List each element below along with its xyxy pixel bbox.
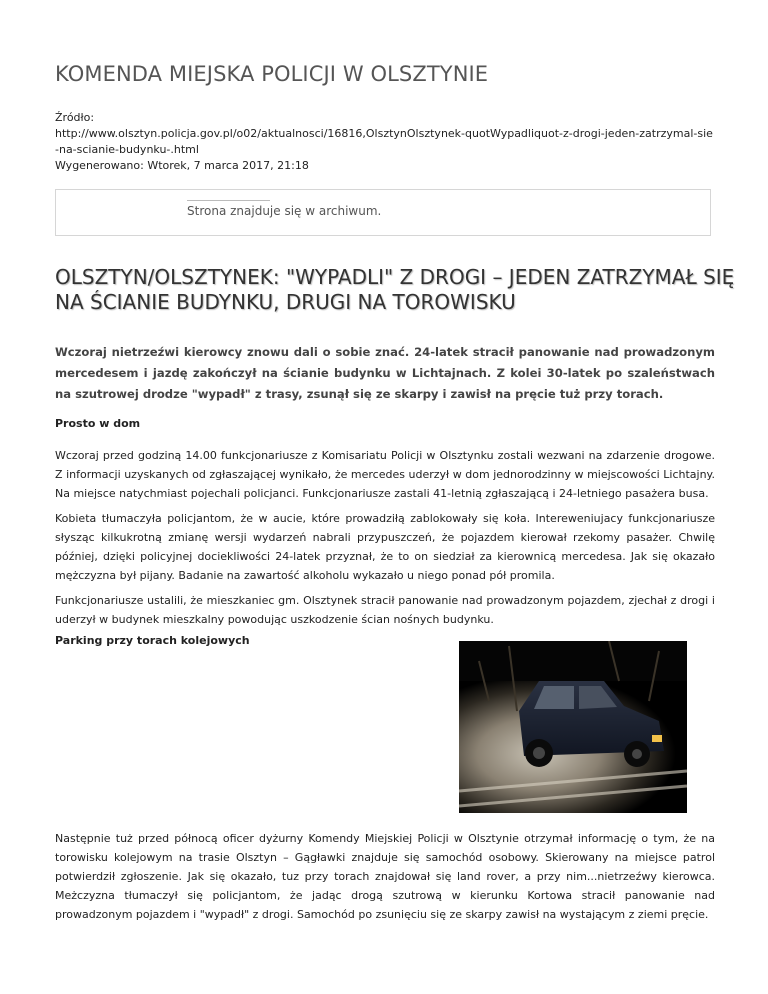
article-title: OLSZTYN/OLSZTYNEK: "WYPADLI" Z DROGI – JEDEN ZATRZYMAŁ SIĘ NA ŚCIANIE BUDYNKU, DRUGI NA TOROWISKU (55, 265, 735, 314)
article-paragraph: Wczoraj przed godziną 14.00 funkcjonariusze z Komisariatu Policji w Olsztynku zostali wezwani na zdarzenie drogowe. Z informacji uzyskanych od zgłaszającej wynikało, że mercedes uderzył w dom jednorodzinny w miejscowości Lichtajny. Na miejsce natychmiast pojechali policjanci. Funkcjonariusze zastali 41-letnią zgłaszającą i 24-letniego pasażera busa. (55, 449, 715, 500)
source-url[interactable]: http://www.olsztyn.policja.gov.pl/o02/aktualnosci/16816,OlsztynOlsztynek-quotWypadliquot-z-drogi-jeden-zatrzymal-sie-na-scianie-budynku-.html (55, 127, 713, 156)
archive-divider (187, 200, 270, 201)
source-label: Źródło: (55, 111, 95, 124)
section-heading-parking: Parking przy torach kolejowych (55, 634, 250, 647)
article-photo (459, 641, 687, 813)
page-metadata (55, 110, 715, 174)
generated-date: Wygenerowano: Wtorek, 7 marca 2017, 21:18 (55, 159, 309, 172)
archive-notice: Strona znajduje się w archiwum. (187, 204, 382, 218)
land-rover-photo-icon (459, 641, 687, 813)
site-title: KOMENDA MIEJSKA POLICJI W OLSZTYNIE (55, 62, 489, 86)
section-heading-prosto-w-dom: Prosto w dom (55, 417, 141, 430)
article-paragraph: Funkcjonariusze ustalili, że mieszkaniec gm. Olsztynek stracił panowanie nad prowadzonym pojazdem, zjechał z drogi i uderzył w budynek mieszkalny powodując uszkodzenie ścian nośnych budynku. (55, 594, 715, 626)
article-paragraph: Następnie tuż przed północą oficer dyżurny Komendy Miejskiej Policji w Olsztynie otrzymał informację o tym, że na torowisku kolejowym na trasie Olsztyn – Gągławki znajduje się samochód osobowy. Skierowany na miejsce patrol potwierdził zgłoszenie. Jak się okazało, tuz przy torach znajdował się land rover, a przy nim...nietrzeźwy kierowca. Meżczyzna tłumaczył się policjantom, że jadąc drogą szutrową w kierunku Kortowa stracił panowanie nad prowadzonym pojazdem i "wypadł" z drogi. Samochód po zsunięciu się ze skarpy zawisł na wystającym z ziemi pręcie. (55, 832, 715, 921)
article-lead: Wczoraj nietrzeźwi kierowcy znowu dali o sobie znać. 24-latek stracił panowanie nad prowadzonym mercedesem i jazdę zakończył na ścianie budynku w Lichtajnach. Z kolei 30-latek po szaleństwach na szutrowej drodze "wypadł" z trasy, zsunął się ze skarpy i zawisł na pręcie tuż przy torach. (55, 345, 715, 401)
archive-notice-box (55, 189, 711, 236)
article-paragraph: Kobieta tłumaczyła policjantom, że w aucie, które prowadziłą zablokowały się koła. Intereweniujacy funkcjonariusze słysząc kilkukrotną zmianę wersji wydarzeń nabrali przypuszczeń, że pojazdem kierował rzekomy pasażer. Chwilę później, dzięki policyjnej dociekliwości 24-latek przyznał, że to on siedział za kierownicą mercedesa. Jak się okazało mężczyzna był pijany. Badanie na zawartość alkoholu wykazało u niego ponad pół promila. (55, 512, 715, 582)
